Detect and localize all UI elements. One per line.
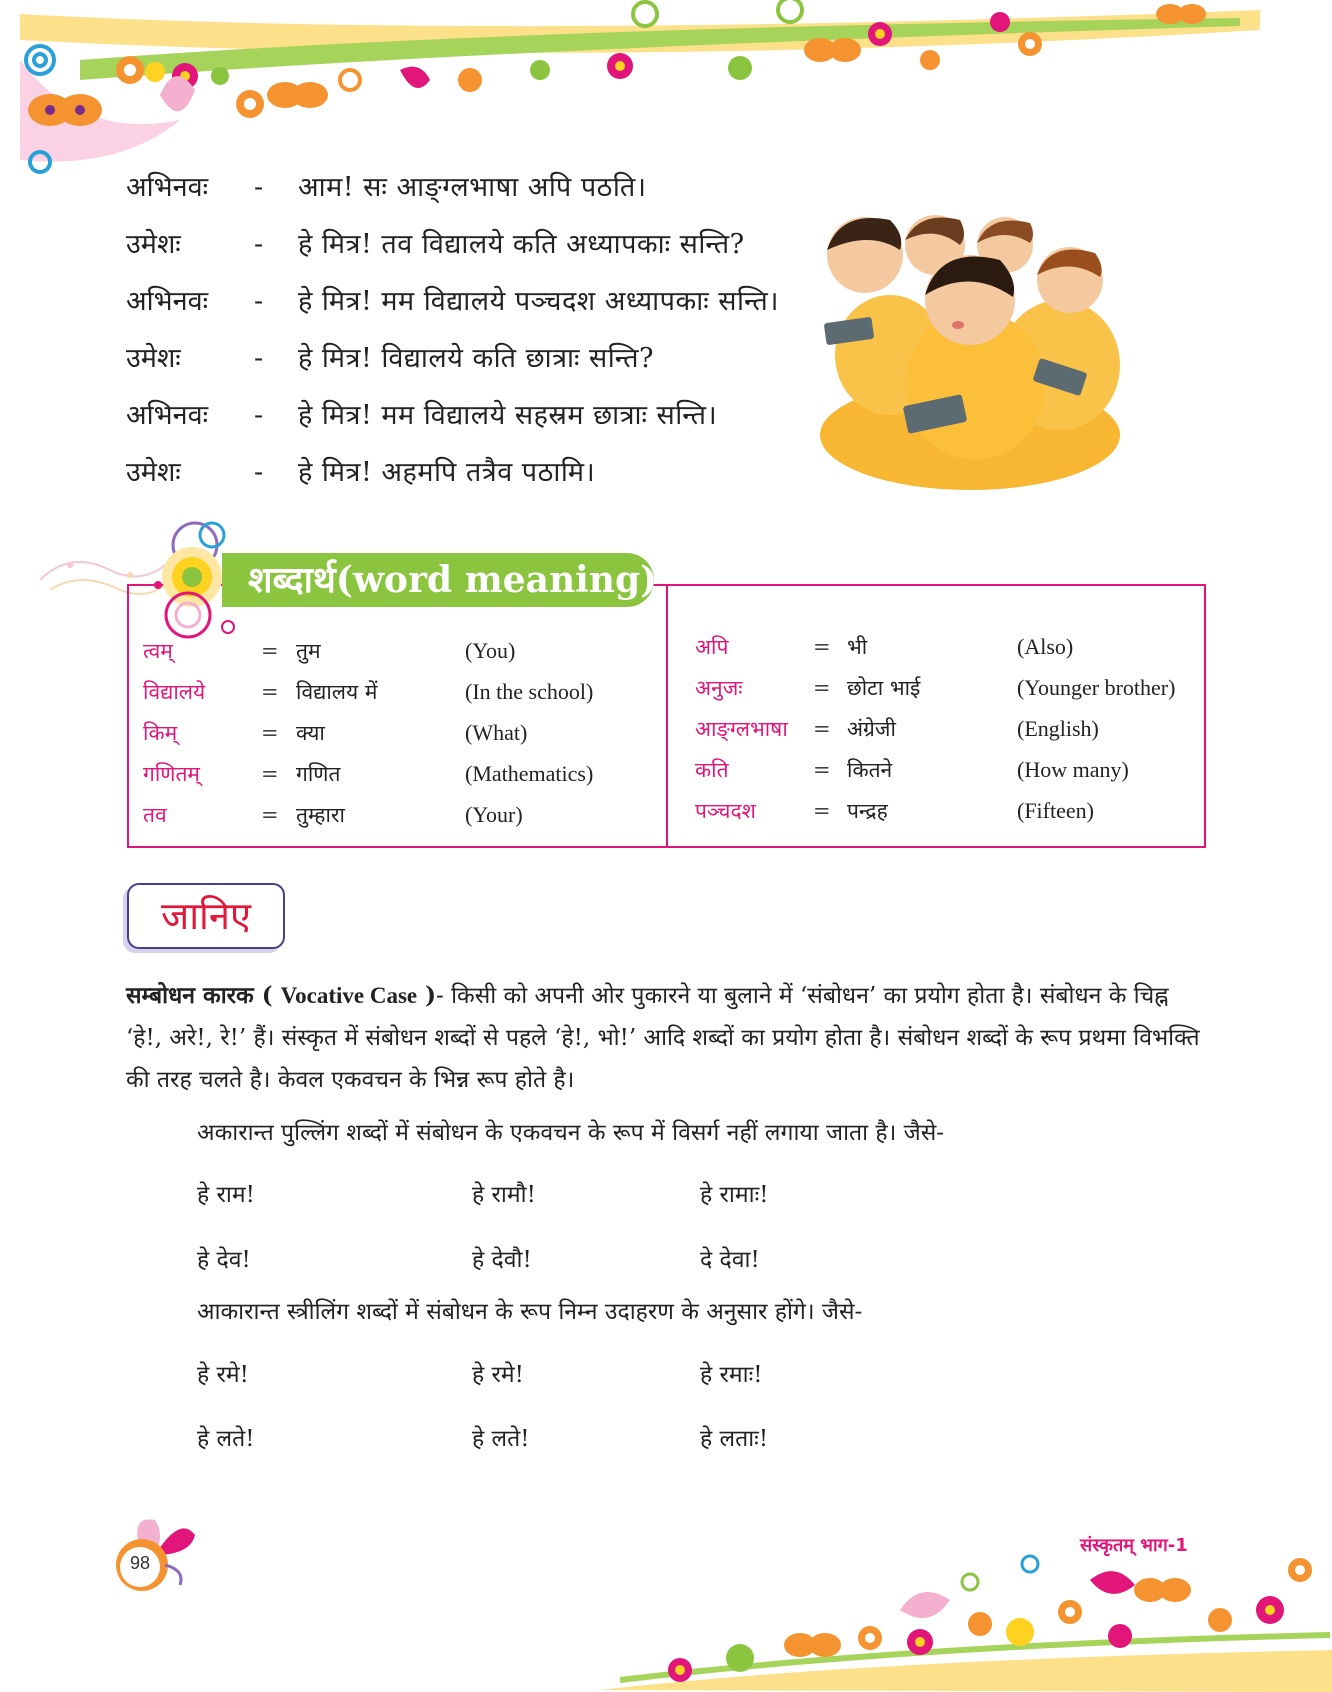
sanskrit-word: कति [695,758,729,782]
decorative-circles-icon [150,515,250,645]
akarant-intro: अकारान्त पुल्लिंग शब्दों में संबोधन के एकवचन के रूप में विसर्ग नहीं लगाया जाता है। जैसे- [197,1120,945,1146]
equals-sign: = [261,803,279,827]
aakarant-intro: आकारान्त स्त्रीलिंग शब्दों में संबोधन के रूप निम्न उदाहरण के अनुसार होंगे। जैसे- [197,1299,863,1325]
dialogue-line: आम! सः आङ्ग्लभाषा अपि पठति। [298,172,647,203]
equals-sign: = [813,676,831,700]
english-meaning: (What) [465,720,528,745]
hindi-meaning: कितने [847,758,893,782]
hindi-meaning: भी [847,635,868,659]
hindi-meaning: गणित [296,762,341,786]
word-meaning-row [143,672,653,712]
english-meaning: (Also) [1017,634,1074,659]
sanskrit-word: आङ्ग्लभाषा [695,717,788,741]
sanskrit-word: विद्यालये [143,680,206,704]
sanskrit-word: त्वम् [143,639,173,663]
butterfly-icon [28,94,102,126]
equals-sign: = [261,762,279,786]
dialogue-line: हे मित्र! मम विद्यालये सहस्रम छात्राः सन्ति। [298,400,718,431]
hindi-meaning: तुम्हारा [296,803,345,827]
word-meaning-row [143,631,653,671]
vocative-term: सम्बोधन कारक [126,982,254,1009]
english-meaning: (English) [1017,716,1099,741]
english-meaning: (How many) [1017,757,1129,782]
hindi-meaning: तुम [296,639,321,663]
example-word: हे देव! [197,1247,251,1273]
word-meaning-row [695,627,1200,667]
english-meaning: (Mathematics) [465,761,594,786]
vocative-text: - किसी को अपनी ओर पुकारने या बुलाने में ‘संबोधन’ का प्रयोग होता है। संबोधन के चिह्न ‘हे!, अरे!, रे!’ हैं। संस्कृत में संबोधन शब्दों से पहले ‘हे!, भो!’ आदि शब्दों का प्रयोग होता है। संबोधन शब्दों के रूप प्रथमा विभक्ति की तरह चलते है। केवल एकवचन के भिन्न रूप होते है। [126,983,1200,1093]
sanskrit-word: तव [143,803,167,827]
hindi-meaning: क्या [296,721,325,745]
hindi-meaning: अंग्रेजी [847,717,896,741]
equals-sign: = [261,721,279,745]
hindi-meaning: पन्द्रह [847,799,888,823]
speaker: अभिनवः [126,400,209,431]
dash: - [254,229,264,260]
sanskrit-word: अपि [695,635,729,659]
hindi-meaning: छोटा भाई [847,676,921,700]
equals-sign: = [813,717,831,741]
example-word: हे देवौ! [472,1247,532,1273]
example-word: हे रमाः! [700,1362,763,1388]
example-word: हे लते! [472,1426,530,1452]
word-meaning-row [143,795,653,835]
dash: - [254,286,264,317]
janiye-heading [127,883,285,949]
students-illustration [810,205,1130,495]
english-meaning: (You) [465,638,516,663]
speaker: उमेशः [126,457,181,488]
vocative-open-paren: ( [253,982,281,1009]
example-word: हे लते! [197,1426,255,1452]
dash: - [254,343,264,374]
book-title: संस्कृतम् भाग-1 [1080,1535,1188,1556]
page-number: 98 [129,1553,151,1573]
word-meaning-row [695,791,1200,831]
word-meaning-divider [666,584,668,848]
english-meaning: (Younger brother) [1017,675,1176,700]
hindi-meaning: विद्यालय में [296,680,378,704]
word-meaning-row [695,668,1200,708]
dialogue-line: हे मित्र! तव विद्यालये कति अध्यापकाः सन्ति? [298,229,745,260]
example-word: हे रामाः! [700,1182,769,1208]
english-meaning: (Your) [465,802,523,827]
word-meaning-title: शब्दार्थ(word meaning) [222,553,654,607]
equals-sign: = [813,799,831,823]
word-meaning-row [143,713,653,753]
english-meaning: (In the school) [465,679,594,704]
speaker: अभिनवः [126,286,209,317]
example-word: हे लताः! [700,1426,769,1452]
equals-sign: = [813,758,831,782]
sanskrit-word: किम् [143,721,178,745]
speaker: उमेशः [126,229,181,260]
equals-sign: = [261,639,279,663]
sanskrit-word: अनुजः [695,676,743,700]
sanskrit-word: पञ्चदश [695,799,756,823]
bottom-floral-banner [560,1540,1332,1692]
janiye-label: जानिए [161,894,251,938]
example-word: हे रमे! [197,1362,249,1388]
dialogue-line: हे मित्र! मम विद्यालये पञ्चदश अध्यापकाः सन्ति। [298,286,779,317]
dialogue-line: हे मित्र! विद्यालये कति छात्राः सन्ति? [298,343,654,374]
vocative-paragraph [126,975,1206,1101]
example-word: हे रमे! [472,1362,524,1388]
word-meaning-row [143,754,653,794]
equals-sign: = [261,680,279,704]
dialogue-line: हे मित्र! अहमपि तत्रैव पठामि। [298,457,596,488]
speaker: अभिनवः [126,172,209,203]
vocative-close-paren: ) [417,982,437,1009]
vocative-english: Vocative Case [280,983,418,1008]
equals-sign: = [813,635,831,659]
dash: - [254,172,264,203]
sanskrit-word: गणितम् [143,762,200,786]
example-word: दे देवा! [700,1247,760,1273]
dash: - [254,400,264,431]
example-word: हे रामौ! [472,1182,536,1208]
top-floral-banner [0,0,1332,190]
word-meaning-row [695,709,1200,749]
word-meaning-row [695,750,1200,790]
english-meaning: (Fifteen) [1017,798,1094,823]
dash: - [254,457,264,488]
butterfly-icon [267,82,328,108]
example-word: हे राम! [197,1182,255,1208]
speaker: उमेशः [126,343,181,374]
